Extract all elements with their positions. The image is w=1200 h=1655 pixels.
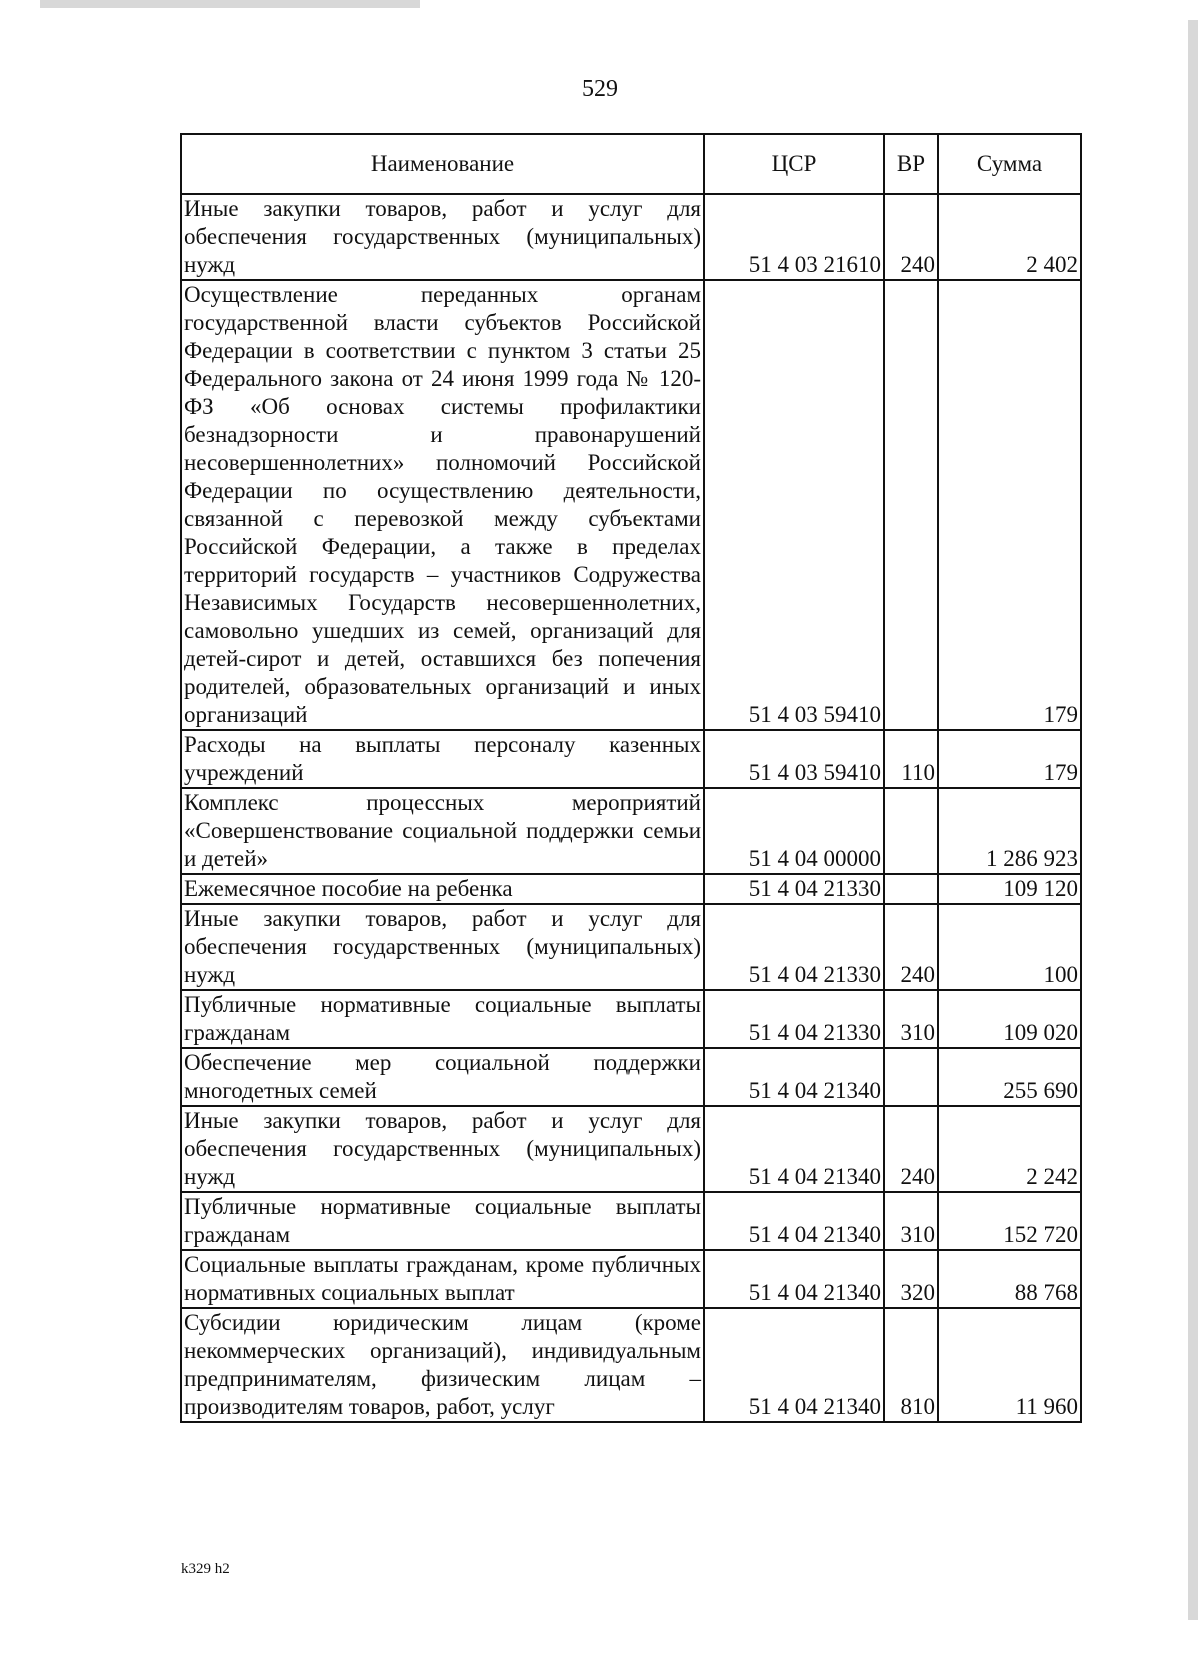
row-csr: 51 4 04 21340: [704, 1106, 884, 1192]
row-csr: 51 4 04 21330: [704, 990, 884, 1048]
table-row: [181, 1308, 1081, 1422]
row-csr: 51 4 04 21340: [704, 1308, 884, 1422]
row-name: Комплекс процессных мероприятий «Совершенствование социальной поддержки семьи и детей»: [181, 788, 704, 874]
table-row: [181, 1250, 1081, 1308]
row-csr: 51 4 04 21340: [704, 1192, 884, 1250]
row-csr: 51 4 04 21340: [704, 1048, 884, 1106]
row-vr: [884, 874, 938, 904]
row-vr: 310: [884, 990, 938, 1048]
row-name: Публичные нормативные социальные выплаты гражданам: [181, 990, 704, 1048]
row-sum: 109 020: [938, 990, 1081, 1048]
row-vr: 310: [884, 1192, 938, 1250]
row-vr: [884, 788, 938, 874]
header-csr: ЦСР: [704, 134, 884, 194]
table-row: [181, 194, 1081, 280]
table-row: [181, 280, 1081, 730]
row-sum: 88 768: [938, 1250, 1081, 1308]
row-sum: 179: [938, 280, 1081, 730]
table-row: [181, 1048, 1081, 1106]
row-vr: 110: [884, 730, 938, 788]
table-row: [181, 1192, 1081, 1250]
row-csr: 51 4 03 59410: [704, 280, 884, 730]
row-name: Публичные нормативные социальные выплаты гражданам: [181, 1192, 704, 1250]
row-vr: 320: [884, 1250, 938, 1308]
footer-code: k329 h2: [181, 1561, 230, 1577]
row-vr: 240: [884, 904, 938, 990]
row-sum: 255 690: [938, 1048, 1081, 1106]
row-sum: 179: [938, 730, 1081, 788]
row-sum: 2 242: [938, 1106, 1081, 1192]
row-vr: [884, 1048, 938, 1106]
row-sum: 152 720: [938, 1192, 1081, 1250]
row-csr: 51 4 04 21330: [704, 874, 884, 904]
row-name: Иные закупки товаров, работ и услуг для обеспечения государственных (муниципальных) нужд: [181, 194, 704, 280]
row-csr: 51 4 03 21610: [704, 194, 884, 280]
row-name: Социальные выплаты гражданам, кроме публичных нормативных социальных выплат: [181, 1250, 704, 1308]
row-sum: 11 960: [938, 1308, 1081, 1422]
row-csr: 51 4 04 21340: [704, 1250, 884, 1308]
row-name: Обеспечение мер социальной поддержки многодетных семей: [181, 1048, 704, 1106]
budget-table: [180, 133, 1082, 1423]
table-row: [181, 990, 1081, 1048]
scan-edge-right: [1188, 20, 1198, 1620]
row-csr: 51 4 04 00000: [704, 788, 884, 874]
page-number: 529: [582, 76, 618, 102]
row-vr: 240: [884, 1106, 938, 1192]
row-sum: 100: [938, 904, 1081, 990]
row-sum: 109 120: [938, 874, 1081, 904]
row-name: Иные закупки товаров, работ и услуг для обеспечения государственных (муниципальных) нужд: [181, 904, 704, 990]
row-csr: 51 4 03 59410: [704, 730, 884, 788]
row-name: Ежемесячное пособие на ребенка: [181, 874, 704, 904]
row-sum: 2 402: [938, 194, 1081, 280]
row-vr: 810: [884, 1308, 938, 1422]
row-name: Субсидии юридическим лицам (кроме некоммерческих организаций), индивидуальным предпринимателям, физическим лицам – производителям товаров, работ, услуг: [181, 1308, 704, 1422]
table-row: [181, 904, 1081, 990]
row-vr: [884, 280, 938, 730]
table-row: [181, 1106, 1081, 1192]
row-sum: 1 286 923: [938, 788, 1081, 874]
row-name: Осуществление переданных органам государственной власти субъектов Российской Федерации в соответствии с пунктом 3 статьи 25 Федерального закона от 24 июня 1999 года № 120-ФЗ «Об основах системы профилактики безнадзорности и правонарушений несовершеннолетних» полномочий Российской Федерации по осуществлению деятельности, связанной с перевозкой между субъектами Российской Федерации, а также в пределах территорий государств – участников Содружества Независимых Государств несовершеннолетних, самовольно ушедших из семей, организаций для детей-сирот и детей, оставшихся без попечения родителей, образовательных организаций и иных организаций: [181, 280, 704, 730]
row-name: Иные закупки товаров, работ и услуг для обеспечения государственных (муниципальных) нужд: [181, 1106, 704, 1192]
row-name: Расходы на выплаты персоналу казенных учреждений: [181, 730, 704, 788]
header-vr: ВР: [884, 134, 938, 194]
scan-edge-top: [40, 0, 420, 8]
table-row: [181, 730, 1081, 788]
table-row: [181, 874, 1081, 904]
row-vr: 240: [884, 194, 938, 280]
row-csr: 51 4 04 21330: [704, 904, 884, 990]
table-header-row: [181, 134, 1081, 194]
header-sum: Сумма: [938, 134, 1081, 194]
table-row: [181, 788, 1081, 874]
header-name: Наименование: [181, 134, 704, 194]
